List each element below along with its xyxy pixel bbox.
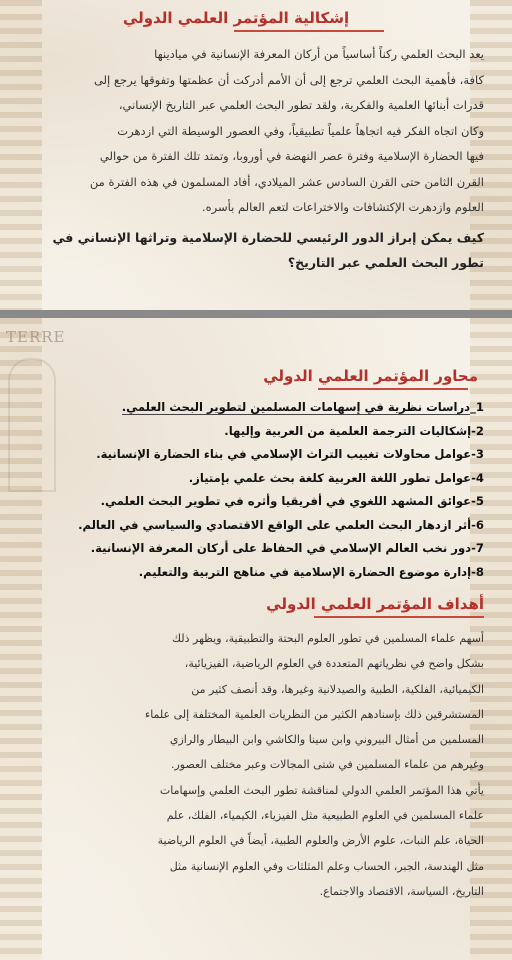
goals-line: الحياة، علم النبات، علوم الأرض والعلوم الطبية، أيضاً في العلوم الرياضية bbox=[157, 834, 484, 848]
axis-item: 2-إشكاليات الترجمة العلمية من العربية وإليها. bbox=[224, 423, 484, 438]
axis-item: 4-عوامل تطور اللغة العربية كلغة بحث علمي بإمتياز. bbox=[188, 470, 484, 485]
research-question: كيف يمكن إبراز الدور الرئيسي للحضارة الإسلامية وتراثها الإنساني في تطور البحث العلمي عبر التاريخ؟ bbox=[52, 229, 484, 270]
decorative-border-left bbox=[0, 0, 42, 310]
problem-line: العلوم وازدهرت الإكتشافات والاختراعات لتعم العالم بأسره. bbox=[201, 200, 484, 214]
problem-line: وكان اتجاه الفكر فيه اتجاهاً علمياً تطبيقياً، وفي العصور الوسيطة التي ازدهرت bbox=[117, 123, 484, 138]
problem-line: قدرات أبنائها العلمية والفكرية، ولقد تطور البحث العلمي عبر التاريخ الإنساني، bbox=[118, 98, 484, 112]
problem-title: إشكالية المؤتمر العلمي الدولي bbox=[122, 9, 350, 27]
axis-item: 6-أثر ازدهار البحث العلمي على الواقع الاقتصادي والسياسي في العالم. bbox=[78, 517, 484, 532]
problem-line: كافة، فأهمية البحث العلمي ترجع إلى أن الأمم أدركت أن عظمتها وتفوقها يرجع إلى bbox=[93, 72, 484, 87]
title-underline bbox=[234, 30, 384, 32]
goals-text bbox=[48, 626, 484, 904]
goals-line: مثل الهندسة، الجبر، الحساب وعلم المثلثات وفي العلوم الإنسانية مثل bbox=[169, 859, 484, 873]
axes-list bbox=[48, 396, 484, 584]
axis-item: 3-عوامل محاولات تغييب التراث الإسلامي في بناء الحضارة الإنسانية. bbox=[96, 447, 484, 461]
goals-title: أهداف المؤتمر العلمي الدولي bbox=[266, 595, 484, 613]
goals-line: المستشرقين ذلك بإسنادهم الكثير من النظريات العلمية المختلفة إلى علماء bbox=[145, 707, 484, 721]
axis-item: 1_دراسات نظرية في إسهامات المسلمين لتطوير البحث العلمي. bbox=[121, 400, 484, 414]
axis-item: 5-عوائق المشهد اللغوي في أفريقيا وأثره في تطوير البحث العلمي. bbox=[100, 494, 484, 508]
problem-section bbox=[48, 8, 484, 275]
goals-line: التاريخ، السياسة، الاقتصاد والاجتماع. bbox=[319, 884, 484, 898]
goals-line: الكيميائية، الفلكية، الطبية والصيدلانية وغيرها، وقد أنصف كثير من bbox=[191, 682, 484, 696]
goals-line: وغيرهم من علماء المسلمين في شتى المجالات وعبر مختلف العصور. bbox=[170, 758, 484, 772]
goals-line: المسلمين من أمثال البيروني وابن سينا والكاشي وابن البيطار والرازي bbox=[169, 733, 484, 747]
problem-line: القرن الثامن حتى القرن السادس عشر الميلادي، أفاد المسلمون في هذه الفترة من bbox=[89, 174, 484, 189]
goals-line: بشكل واضح في نظرياتهم المتعددة في العلوم الرياضية، الفيزيائية، bbox=[184, 657, 484, 671]
goals-line: علماء المسلمين في العلوم الطبيعية مثل الفيزياء، الكيمياء، الفلك، علم bbox=[166, 809, 484, 823]
axes-section bbox=[48, 366, 484, 904]
map-watermark: TERRE bbox=[6, 328, 66, 346]
goals-line: أسهم علماء المسلمين في تطور العلوم البحتة والتطبيقية، ويظهر ذلك bbox=[172, 632, 484, 645]
axis-item: 8-إدارة موضوع الحضارة الإسلامية في مناهج التربية والتعليم. bbox=[138, 564, 484, 579]
problem-line: يعد البحث العلمي ركناً أساسياً من أركان المعرفة الإنسانية في ميادينها bbox=[154, 47, 484, 61]
title-underline bbox=[318, 388, 468, 390]
problem-card bbox=[0, 0, 512, 310]
problem-line: فيها الحضارة الإسلامية وفترة عصر النهضة في أوروبا، وتمتد تلك الفترة من حوالي bbox=[99, 149, 484, 163]
axis-item: 7-دور نخب العالم الإسلامي في الحفاظ على أركان المعرفة الإنسانية. bbox=[90, 541, 484, 555]
title-underline bbox=[314, 616, 484, 618]
axes-title: محاور المؤتمر العلمي الدولي bbox=[263, 367, 478, 385]
goals-line: يأتي هذا المؤتمر العلمي الدولي لمناقشة تطور البحث العلمي وإسهامات bbox=[159, 783, 484, 797]
axes-goals-card bbox=[0, 318, 512, 960]
